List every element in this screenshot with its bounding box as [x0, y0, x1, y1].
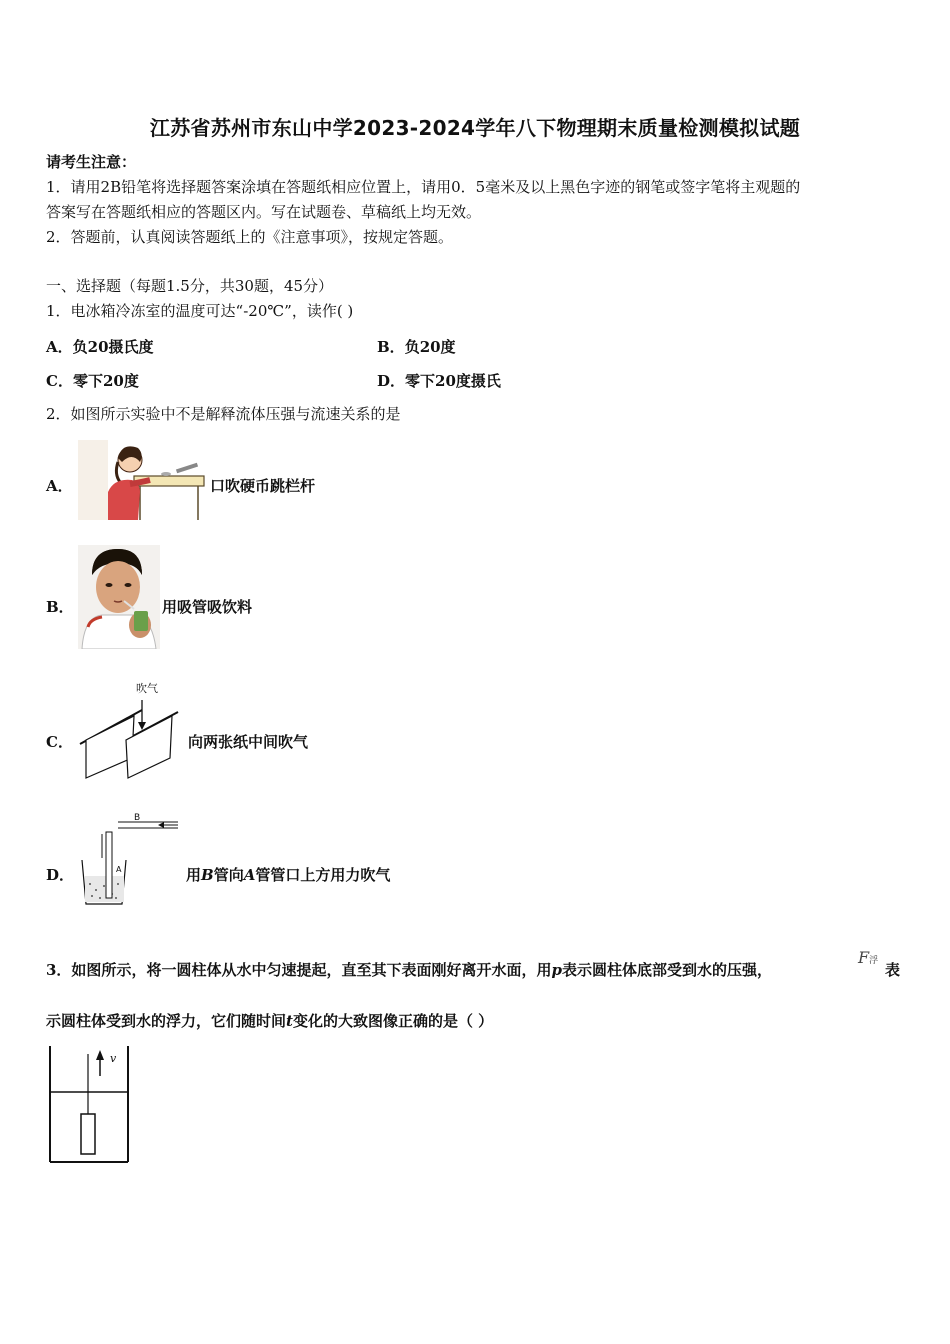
blow-label-top: 吹气: [136, 682, 158, 695]
option-key: C．: [46, 372, 73, 390]
q2-option-d-text[interactable]: [186, 864, 390, 885]
q3-line2-part2: 变化的大致图像正确的是（ ）: [292, 1012, 494, 1030]
section-heading: 一、选择题（每题1.5分，共30题，45分）: [46, 277, 334, 295]
notice-line-1: 1．请用2B铅笔将选择题答案涂填在答题纸相应位置上，请用0．5毫米及以上黑色字迹的钢笔或签字笔将主观题的: [46, 178, 801, 196]
option-key: D．: [377, 372, 406, 390]
drink-straw-figure: [78, 545, 160, 649]
q3-stem-line1: [46, 960, 772, 980]
q1-option-d[interactable]: [377, 370, 501, 391]
q2-option-b-key[interactable]: B．: [46, 598, 74, 616]
q3-part2: 表示圆柱体底部受到水的压强，: [561, 961, 772, 979]
q2-option-a-key[interactable]: A．: [46, 477, 73, 495]
q1-option-a[interactable]: [46, 336, 154, 357]
notice-line-1b: 答案写在答题纸相应的答题区内。写在试题卷、草稿纸上均无效。: [46, 203, 482, 221]
option-text: 零下20度: [72, 372, 139, 390]
q2-option-d-key[interactable]: D．: [46, 866, 75, 884]
f-buoyancy-symbol: [858, 948, 878, 967]
p-symbol: p: [551, 961, 562, 979]
tube-a-label: A: [116, 865, 122, 874]
tube-blow-figure: [78, 810, 182, 910]
q3-part1: 3．如图所示，将一圆柱体从水中匀速提起，直至其下表面刚好离开水面，用: [46, 961, 552, 979]
coin-jump-figure: [78, 440, 206, 520]
option-text: 负20度: [404, 338, 456, 356]
page-title: 江苏省苏州市东山中学2023-2024学年八下物理期末质量检测模拟试题: [149, 116, 801, 140]
t-symbol: t: [286, 1012, 293, 1030]
velocity-label: v: [110, 1052, 117, 1065]
d-text-b: B: [201, 866, 214, 884]
notice-line-2: 2．答题前，认真阅读答题纸上的《注意事项》，按规定答题。: [46, 228, 454, 246]
q1-option-b[interactable]: [377, 336, 456, 357]
d-text-mid: 管向: [213, 866, 244, 884]
q2-option-a-text[interactable]: 口吹硬币跳栏杆: [210, 477, 316, 495]
q2-stem: 2．如图所示实验中不是解释流体压强与流速关系的是: [46, 405, 401, 423]
d-text-a: A: [243, 866, 256, 884]
q3-part3: 表: [885, 961, 901, 979]
option-key: A．: [46, 338, 73, 356]
d-text-post: 管管口上方用力吹气: [255, 866, 391, 884]
q2-option-c-text[interactable]: 向两张纸中间吹气: [188, 733, 309, 751]
notice-heading: 请考生注意：: [46, 153, 137, 171]
d-text-pre: 用: [186, 866, 202, 884]
paper-blow-figure: [78, 678, 182, 786]
f-symbol: F: [858, 948, 870, 967]
f-subscript: 浮: [869, 956, 879, 966]
q1-option-c[interactable]: [46, 370, 139, 391]
tube-b-label: B: [134, 813, 141, 823]
q3-line2-part1: 示圆柱体受到水的浮力，它们随时间: [46, 1012, 287, 1030]
cylinder-lift-figure: [46, 1044, 134, 1166]
q2-option-c-key[interactable]: C．: [46, 733, 73, 751]
q1-stem: 1．电冰箱冷冻室的温度可达“-20℃”，读作( ): [46, 302, 354, 320]
q3-stem-line2: [46, 1011, 493, 1031]
option-key: B．: [377, 338, 405, 356]
q2-option-b-text[interactable]: 用吸管吸饮料: [162, 598, 253, 616]
option-text: 负20摄氏度: [72, 338, 154, 356]
option-text: 零下20度摄氏: [405, 372, 501, 390]
